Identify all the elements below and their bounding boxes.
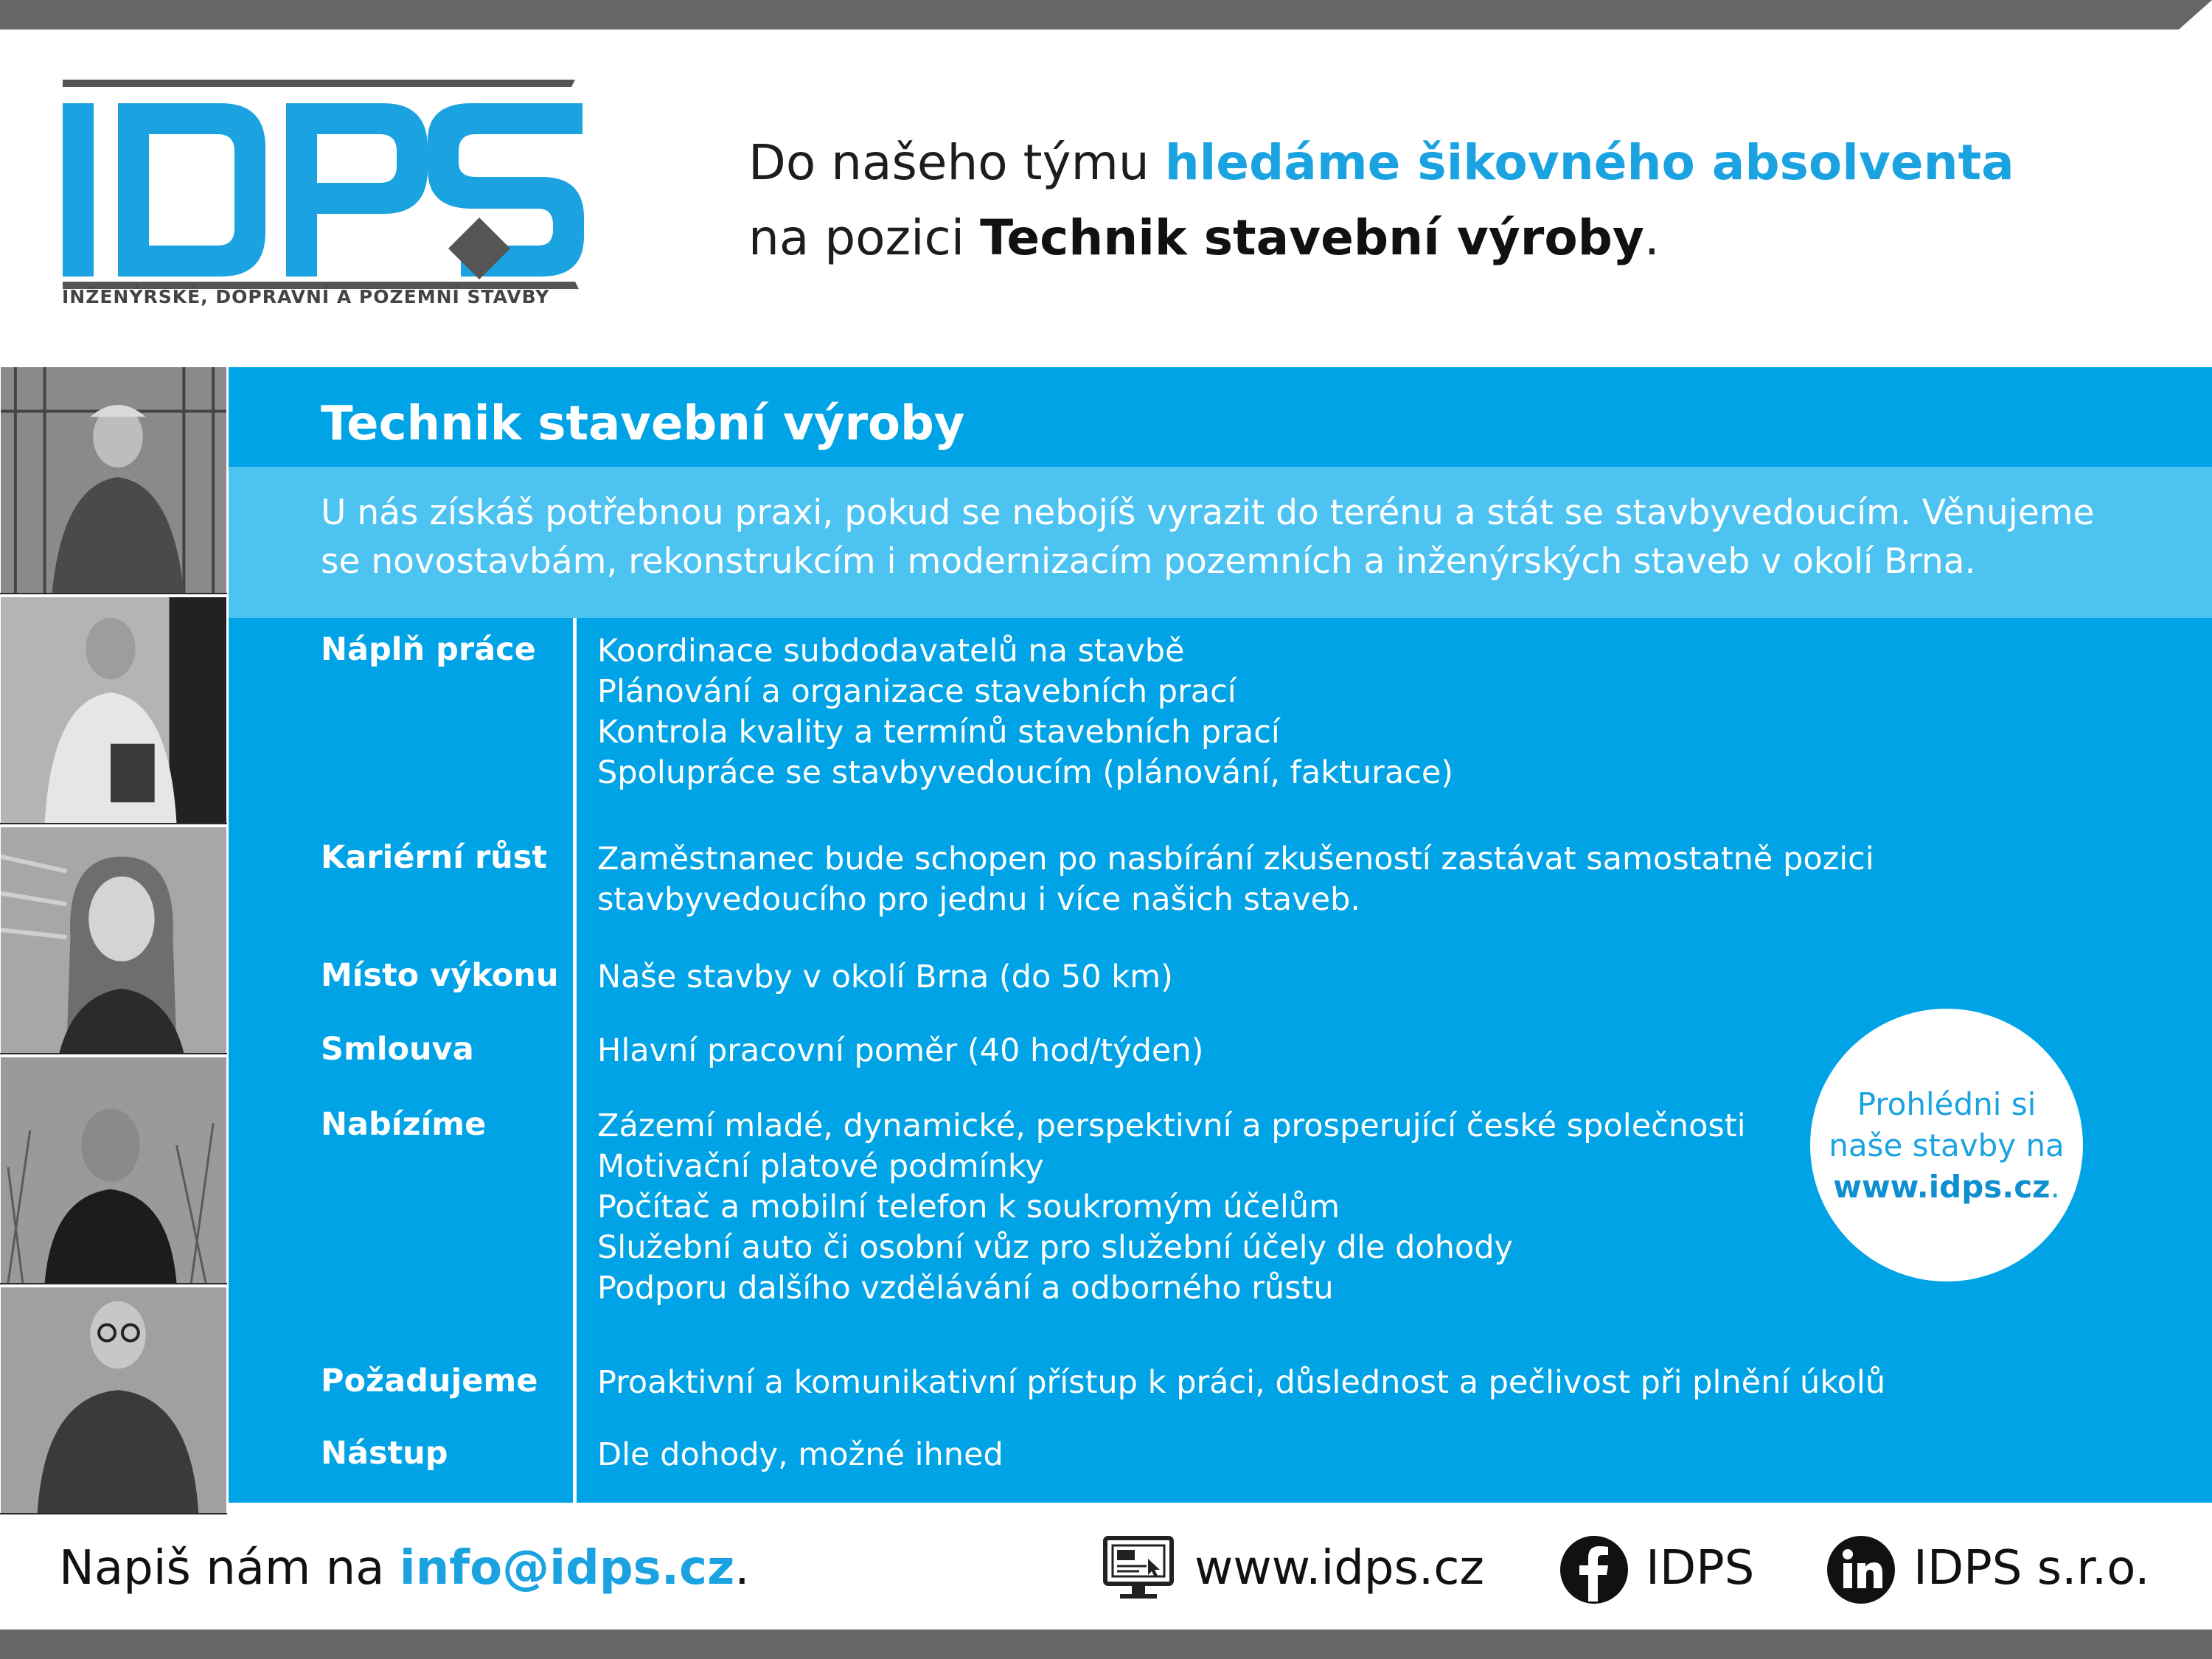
headline-part1: Do našeho týmu [748,134,1165,191]
row-line: Koordinace subdodavatelů na stavbě [597,633,1185,669]
intro-line-2: se novostavbám, rekonstrukcím i modernizacím pozemních a inženýrských staveb v okolí Brna. [321,541,1976,582]
photo-worker-helmet [0,367,227,594]
row-value [597,1106,1746,1309]
row-value [597,1363,1885,1403]
idps-logo [59,74,590,317]
bottom-bar [0,1630,2212,1659]
row-line: Spolupráce se stavbyvedoucím (plánování, fakturace) [597,754,1454,791]
row-label: Smlouva [321,1031,474,1068]
row-value [597,631,1453,793]
callout-line-1: Prohlédni si [1857,1086,2037,1122]
job-panel [229,367,2212,1503]
email-link[interactable]: info@idps.cz [399,1541,735,1596]
intro-band [229,467,2212,618]
headline-position: Technik stavební výroby [980,209,1644,266]
row-line: Zázemí mladé, dynamické, perspektivní a prosperující české společnosti [597,1107,1746,1144]
row-line: Proaktivní a komunikativní přístup k práci, důslednost a pečlivost při plnění úkolů [597,1364,1886,1401]
row-value [597,957,1173,998]
photo-column [0,367,227,1503]
row-value [597,1435,1004,1475]
intro-text [321,489,2127,586]
row-line: stavbyvedoucího pro jednu i více našich staveb. [597,881,1361,918]
footer-contact-end: . [734,1541,750,1596]
row-line: Naše stavby v okolí Brna (do 50 km) [597,959,1173,995]
headline-accent: hledáme šikovného absolventa [1164,134,2014,191]
website-callout[interactable] [1810,1009,2083,1281]
column-divider [573,618,577,1503]
footer-facebook-link[interactable]: IDPS [1646,1541,1755,1596]
row-line: Hlavní pracovní poměr (40 hod/týden) [597,1032,1204,1069]
row-label: Nástup [321,1435,448,1472]
footer-web-link[interactable]: www.idps.cz [1194,1541,1484,1596]
row-label: Místo výkonu [321,957,559,994]
row-line: Motivační platové podmínky [597,1148,1044,1185]
photo-man-glasses [0,1287,227,1514]
row-line: Zaměstnanec bude schopen po nasbírání zkušeností zastávat samostatně pozici [597,841,1874,877]
row-label: Nabízíme [321,1106,487,1143]
footer-contact-text: Napiš nám na [59,1541,400,1596]
row-line: Plánování a organizace stavebních prací [597,673,1237,710]
row-line: Podporu dalšího vzdělávání a odborného růstu [597,1270,1334,1307]
logo-subtitle: INŽENÝRSKÉ, DOPRAVNÍ A POZEMNÍ STAVBY [62,286,550,307]
photo-woman [0,827,227,1054]
headline-part2: na pozici [748,209,981,266]
callout-link[interactable]: www.idps.cz [1833,1169,2051,1205]
row-label: Požadujeme [321,1363,538,1399]
headline-end: . [1644,209,1660,266]
intro-line-1: U nás získáš potřebnou praxi, pokud se nebojíš vyrazit do terénu a stát se stavbyvedoucím. Věnujeme [321,493,2095,533]
linkedin-icon[interactable] [1825,1534,1897,1606]
headline [748,125,2014,276]
row-line: Služební auto či osobní vůz pro služební účely dle dohody [597,1229,1513,1266]
photo-man-smiling [0,597,227,824]
row-label: Kariérní růst [321,839,547,876]
row-label: Náplň práce [321,631,536,668]
callout-end: . [2050,1169,2060,1205]
photo-man-bearded [0,1057,227,1284]
row-line: Dle dohody, možné ihned [597,1436,1004,1473]
row-value [597,839,1874,920]
callout-line-2: naše stavby na [1829,1127,2065,1164]
panel-title: Technik stavební výroby [321,397,965,451]
row-value [597,1031,1203,1071]
top-bar [0,0,2212,29]
footer-linkedin-link[interactable]: IDPS s.r.o. [1913,1541,2150,1596]
facebook-icon[interactable] [1558,1534,1630,1606]
row-line: Kontrola kvality a termínů stavebních prací [597,714,1280,751]
footer-contact [59,1541,750,1596]
row-line: Počítač a mobilní telefon k soukromým účelům [597,1189,1340,1225]
computer-icon [1102,1534,1175,1604]
